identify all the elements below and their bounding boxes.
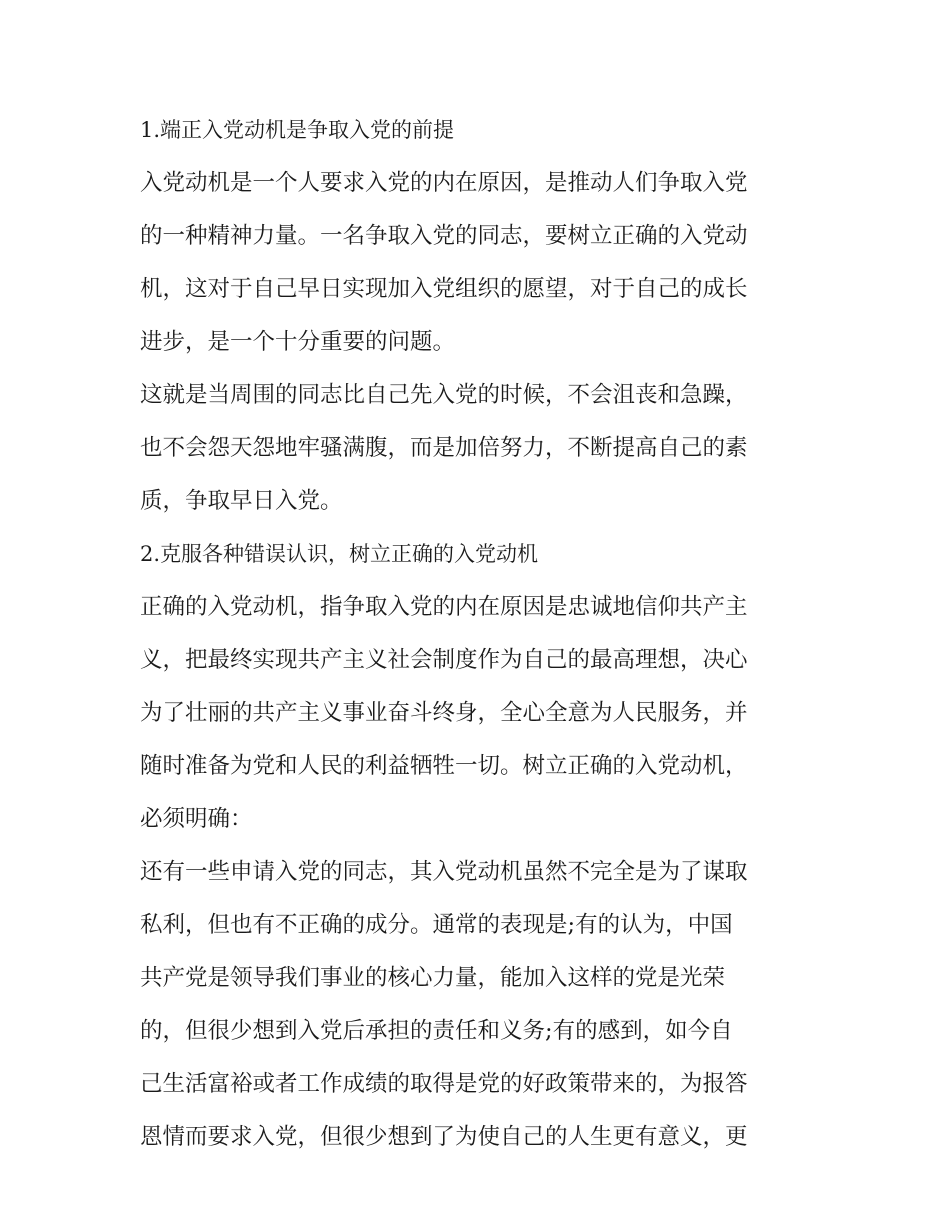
section-heading-2: 2.克服各种错误认识，树立正确的入党动机 (140, 542, 539, 566)
paragraph-3 (140, 581, 815, 846)
section-heading-1: 1.端正入党动机是争取入党的前提 (140, 118, 455, 142)
paragraph-1 (140, 157, 815, 369)
text-line: 随时准备为党和人民的利益牺牲一切。树立正确的入党动机， (140, 753, 748, 779)
text-line: 质，争取早日入党。 (140, 488, 343, 514)
text-line: 必须明确： (140, 806, 253, 832)
paragraph-4 (140, 846, 815, 1164)
document-body (140, 104, 815, 1164)
text-line: 的，但很少想到入党后承担的责任和义务;有的感到，如今自 (140, 1018, 733, 1044)
text-line: 机，这对于自己早日实现加入党组织的愿望，对于自己的成长 (140, 276, 748, 302)
text-line: 这就是当周围的同志比自己先入党的时候，不会沮丧和急躁， (140, 382, 748, 408)
text-line: 义，把最终实现共产主义社会制度作为自己的最高理想，决心 (140, 647, 748, 673)
text-line: 恩情而要求入党，但很少想到了为使自己的人生更有意义，更 (140, 1124, 748, 1150)
text-line: 私利，但也有不正确的成分。通常的表现是;有的认为，中国 (140, 912, 733, 938)
paragraph-2 (140, 369, 815, 528)
text-line: 还有一些申请入党的同志，其入党动机虽然不完全是为了谋取 (140, 859, 748, 885)
text-line: 共产党是领导我们事业的核心力量，能加入这样的党是光荣 (140, 965, 726, 991)
text-line: 入党动机是一个人要求入党的内在原因，是推动人们争取入党 (140, 170, 748, 196)
text-line: 也不会怨天怨地牢骚满腹，而是加倍努力，不断提高自己的素 (140, 435, 748, 461)
text-line: 正确的入党动机，指争取入党的内在原因是忠诚地信仰共产主 (140, 594, 748, 620)
text-line: 进步，是一个十分重要的问题。 (140, 329, 456, 355)
text-line: 的一种精神力量。一名争取入党的同志，要树立正确的入党动 (140, 223, 748, 249)
text-line: 为了壮丽的共产主义事业奋斗终身，全心全意为人民服务，并 (140, 700, 748, 726)
text-line: 己生活富裕或者工作成绩的取得是党的好政策带来的，为报答 (140, 1071, 748, 1097)
